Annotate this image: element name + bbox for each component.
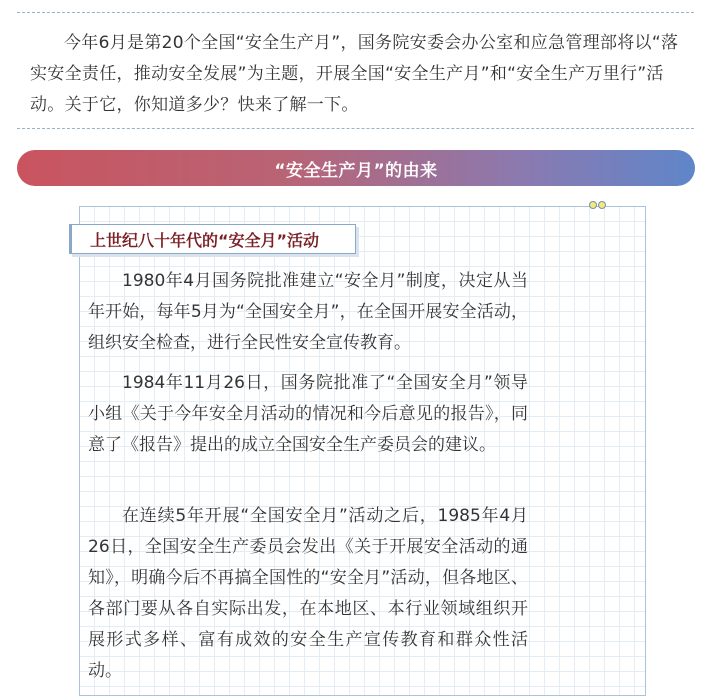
body-paragraph: 1980年4月国务院批准建立“安全月”制度，决定从当年开始，每年5月为“全国安全月”，在全国开展安全活动，组织安全检查，进行全民性安全宣传教育。 [88, 271, 528, 353]
subsection-title: 上世纪八十年代的“安全月”活动 [90, 230, 320, 250]
decorative-dot-icon [589, 201, 597, 209]
body-paragraph: 在连续5年开展“全国安全月”活动之后，1985年4月26日，全国安全生产委员会发出《关于开展安全活动的通知》，明确今后不再搞全国性的“安全月”活动，但各地区、各部门要从各自实际出发，在本地区、本行业领域组织开展形式多样、富有成效的安全生产宣传教育和群众性活动。 [88, 506, 528, 681]
top-divider [17, 12, 694, 13]
bottom-divider [17, 128, 694, 129]
section-banner [17, 150, 695, 186]
subsection-title-box [69, 224, 356, 254]
decorative-dot-icon [598, 201, 606, 209]
intro-paragraph: 今年6月是第20个全国“安全生产月”，国务院安委会办公室和应急管理部将以“落实安全责任，推动安全发展”为主题，开展全国“安全生产月”和“安全生产万里行”活动。关于它，你知道多少？快来了解一下。 [30, 33, 679, 115]
section-title: “安全生产月”的由来 [274, 160, 438, 181]
body-paragraph: 1984年11月26日，国务院批准了“全国安全月”领导小组《关于今年安全月活动的情况和今后意见的报告》，同意了《报告》提出的成立全国安全生产委员会的建议。 [88, 373, 528, 455]
